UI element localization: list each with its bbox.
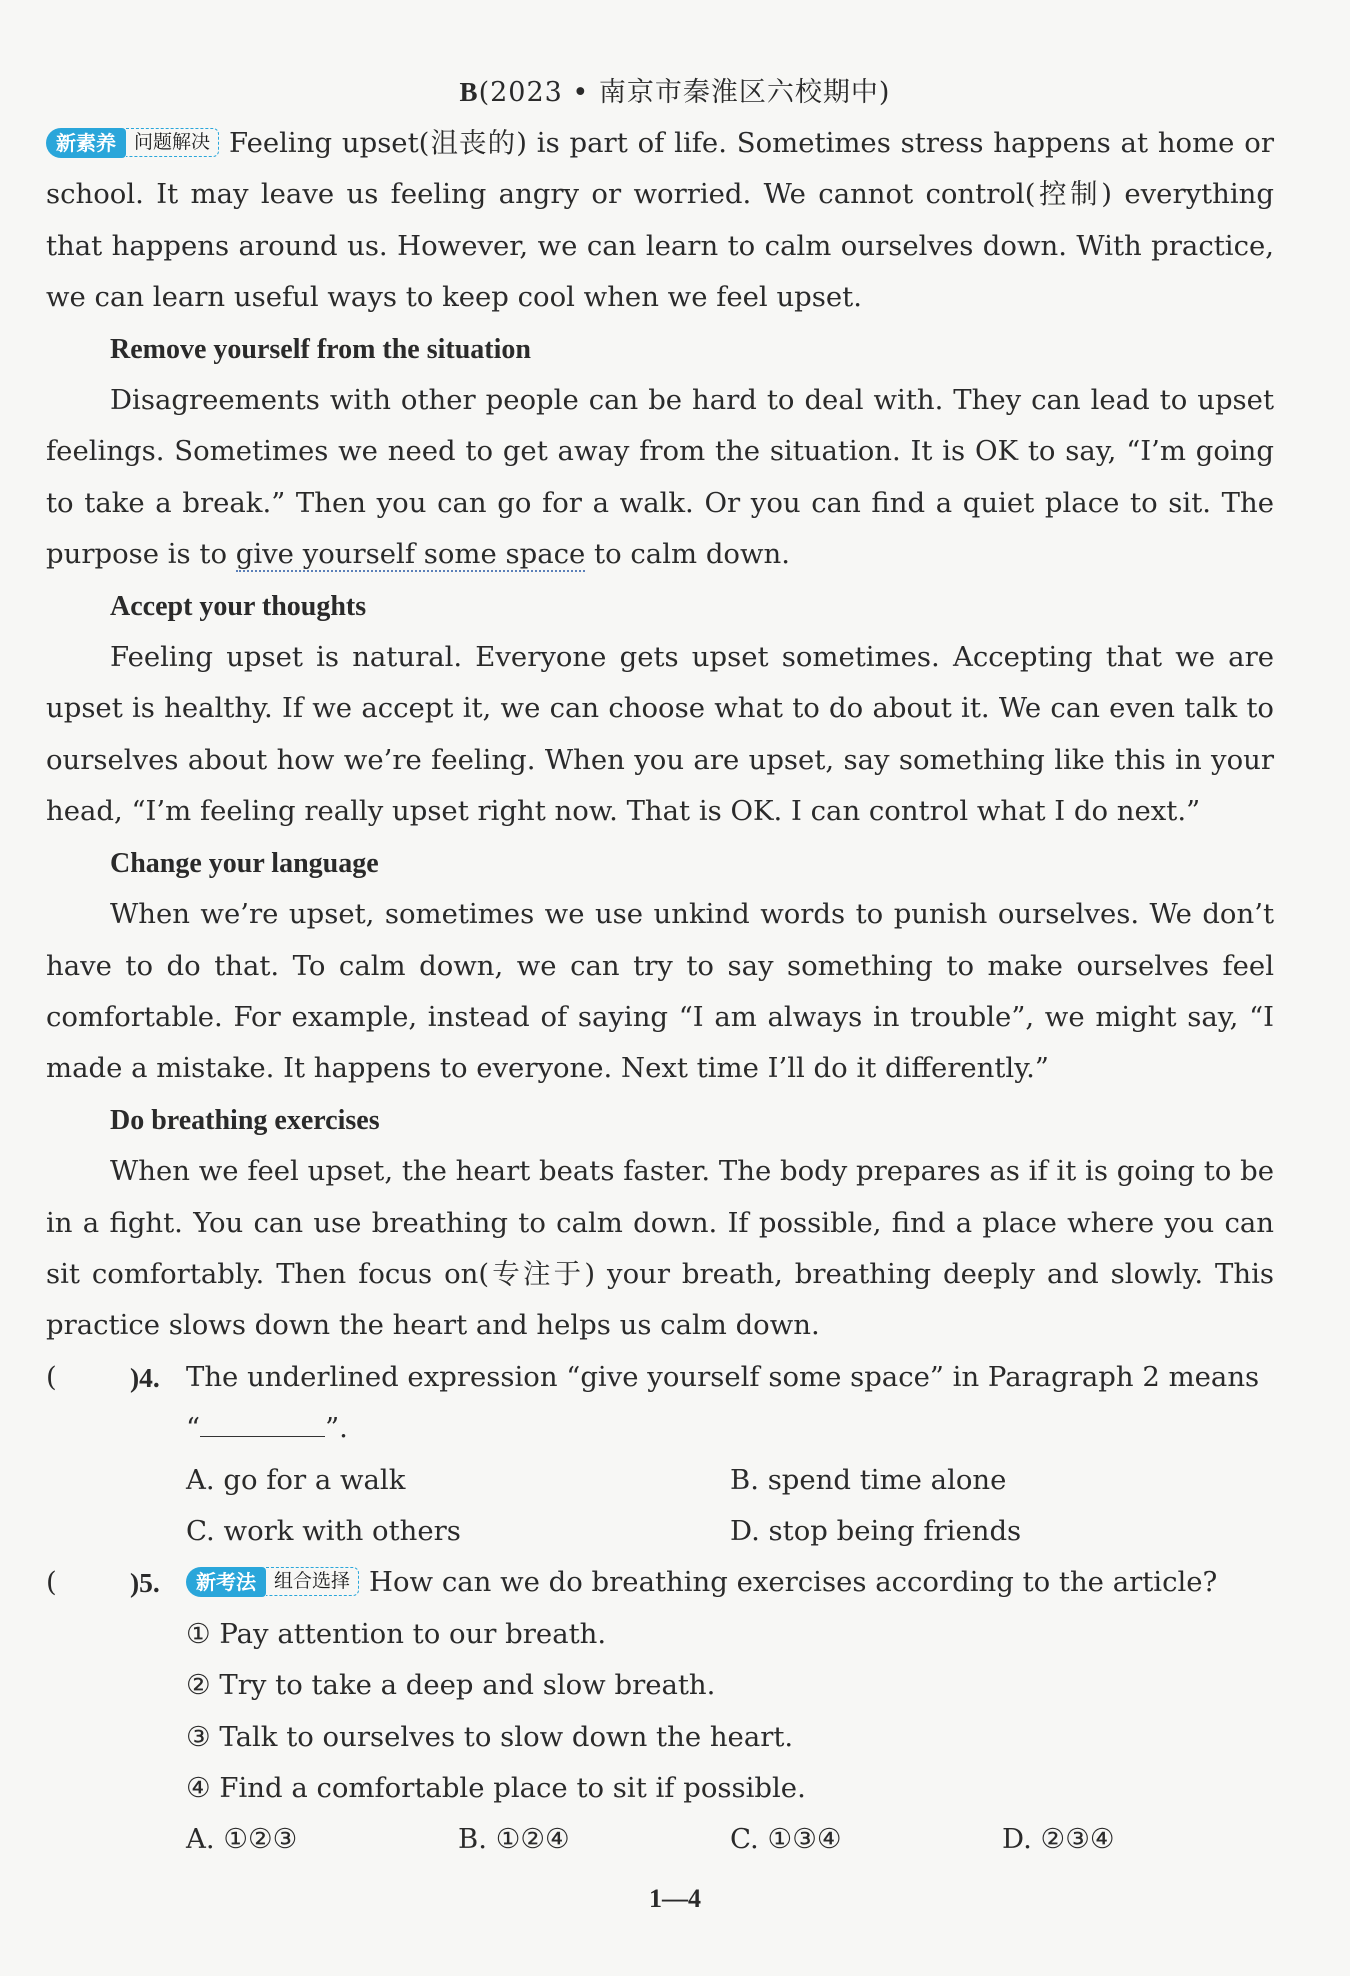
page-number: 1—4 [649,1884,701,1913]
options-row [46,1506,1274,1557]
answer-paren: ( [46,1360,57,1393]
question-number: )5. [130,1567,160,1599]
section-heading: Change your language [110,847,379,879]
option-c[interactable]: C. work with others [186,1514,461,1547]
answer-paren: ( [46,1566,57,1599]
option-b[interactable]: B. ①②④ [458,1823,570,1856]
question-stem: The underlined expression “give yourself some space” in Paragraph 2 means [186,1360,1260,1393]
question-number: )4. [130,1361,160,1393]
statement-item: ① Pay attention to our breath. [186,1617,607,1650]
passage-source: (2023 • 南京市秦淮区六校期中) [478,77,891,108]
question-5 [46,1557,1274,1608]
section-paragraph: Feeling upset is natural. Everyone gets upset sometimes. Accepting that we are upset is healthy. If we accept it, we can choose what to do about it. We can even talk to ourselves about how we’re feeling. When you are upset, say something like this in your head, “I’m feeling really upset right now. That is OK. I can control what I do next.” [46,641,1274,828]
option-a[interactable]: A. go for a walk [186,1463,406,1496]
statement-item: ③ Talk to ourselves to slow down the heart. [186,1720,794,1753]
section-text: Disagreements with other people can be hard to deal with. They can lead to upset feelings. Sometimes we need to get away from the situation. It is OK to say, “I’m going to take a break.” Then you can go for a walk. Or you can find a quiet place to sit. The purpose is to [46,384,1274,571]
method-tag-label: 新考法 [186,1567,266,1597]
intro-text: Feeling upset(沮丧的) is part of life. Sometimes stress happens at home or school. It may leave us feeling angry or worried. We cannot control(控制) everything that happens around us. However, we can learn to calm ourselves down. With practice, we can learn useful ways to keep cool when we feel upset. [46,127,1274,314]
section-text: to calm down. [585,538,790,571]
skill-tag-label: 新素养 [46,128,126,158]
option-d[interactable]: D. ②③④ [1002,1823,1115,1856]
option-d[interactable]: D. stop being friends [730,1514,1022,1547]
statement-item: ② Try to take a deep and slow breath. [186,1669,716,1702]
question-blank-line [186,1403,1274,1454]
skill-tag-sub: 问题解决 [126,128,219,157]
skill-tag [46,128,219,158]
section-paragraph: When we’re upset, sometimes we use unkind words to punish ourselves. We don’t have to do that. To calm down, we can try to say something to make ourselves feel comfortable. For example, instead of saying “I am always in trouble”, we might say, “I made a mistake. It happens to everyone. Next time I’ll do it differently.” [46,898,1274,1085]
method-tag [186,1567,359,1597]
question-4 [46,1352,1274,1455]
options-row [46,1814,1274,1865]
options-row [46,1455,1274,1506]
section-paragraph: When we feel upset, the heart beats faster. The body prepares as if it is going to be in a fight. You can use breathing to calm down. If possible, find a place where you can sit comfortably. Then focus on(专注于) your breath, breathing deeply and slowly. This practice slows down the heart and helps us calm down. [46,1155,1274,1342]
statement-item: ④ Find a comfortable place to sit if possible. [186,1772,806,1804]
question-stem-line [186,1557,1274,1608]
option-c[interactable]: C. ①③④ [730,1823,842,1856]
underlined-expression: give yourself some space [235,538,586,571]
section-heading: Accept your thoughts [110,590,367,622]
passage-letter: B [459,77,479,107]
section-heading: Remove yourself from the situation [110,333,531,365]
method-tag-sub: 组合选择 [266,1567,359,1596]
passage-content [46,118,1274,1866]
passage-header [0,70,1350,109]
section-heading: Do breathing exercises [110,1104,380,1136]
quote-open: “ [186,1412,201,1445]
answer-blank[interactable] [200,1410,325,1437]
option-a[interactable]: A. ①②③ [186,1823,298,1856]
section-paragraph [46,375,1274,581]
intro-paragraph [46,118,1274,324]
option-b[interactable]: B. spend time alone [730,1463,1007,1496]
question-stem: How can we do breathing exercises according to the article? [369,1566,1218,1599]
quote-close: ”. [325,1412,348,1445]
